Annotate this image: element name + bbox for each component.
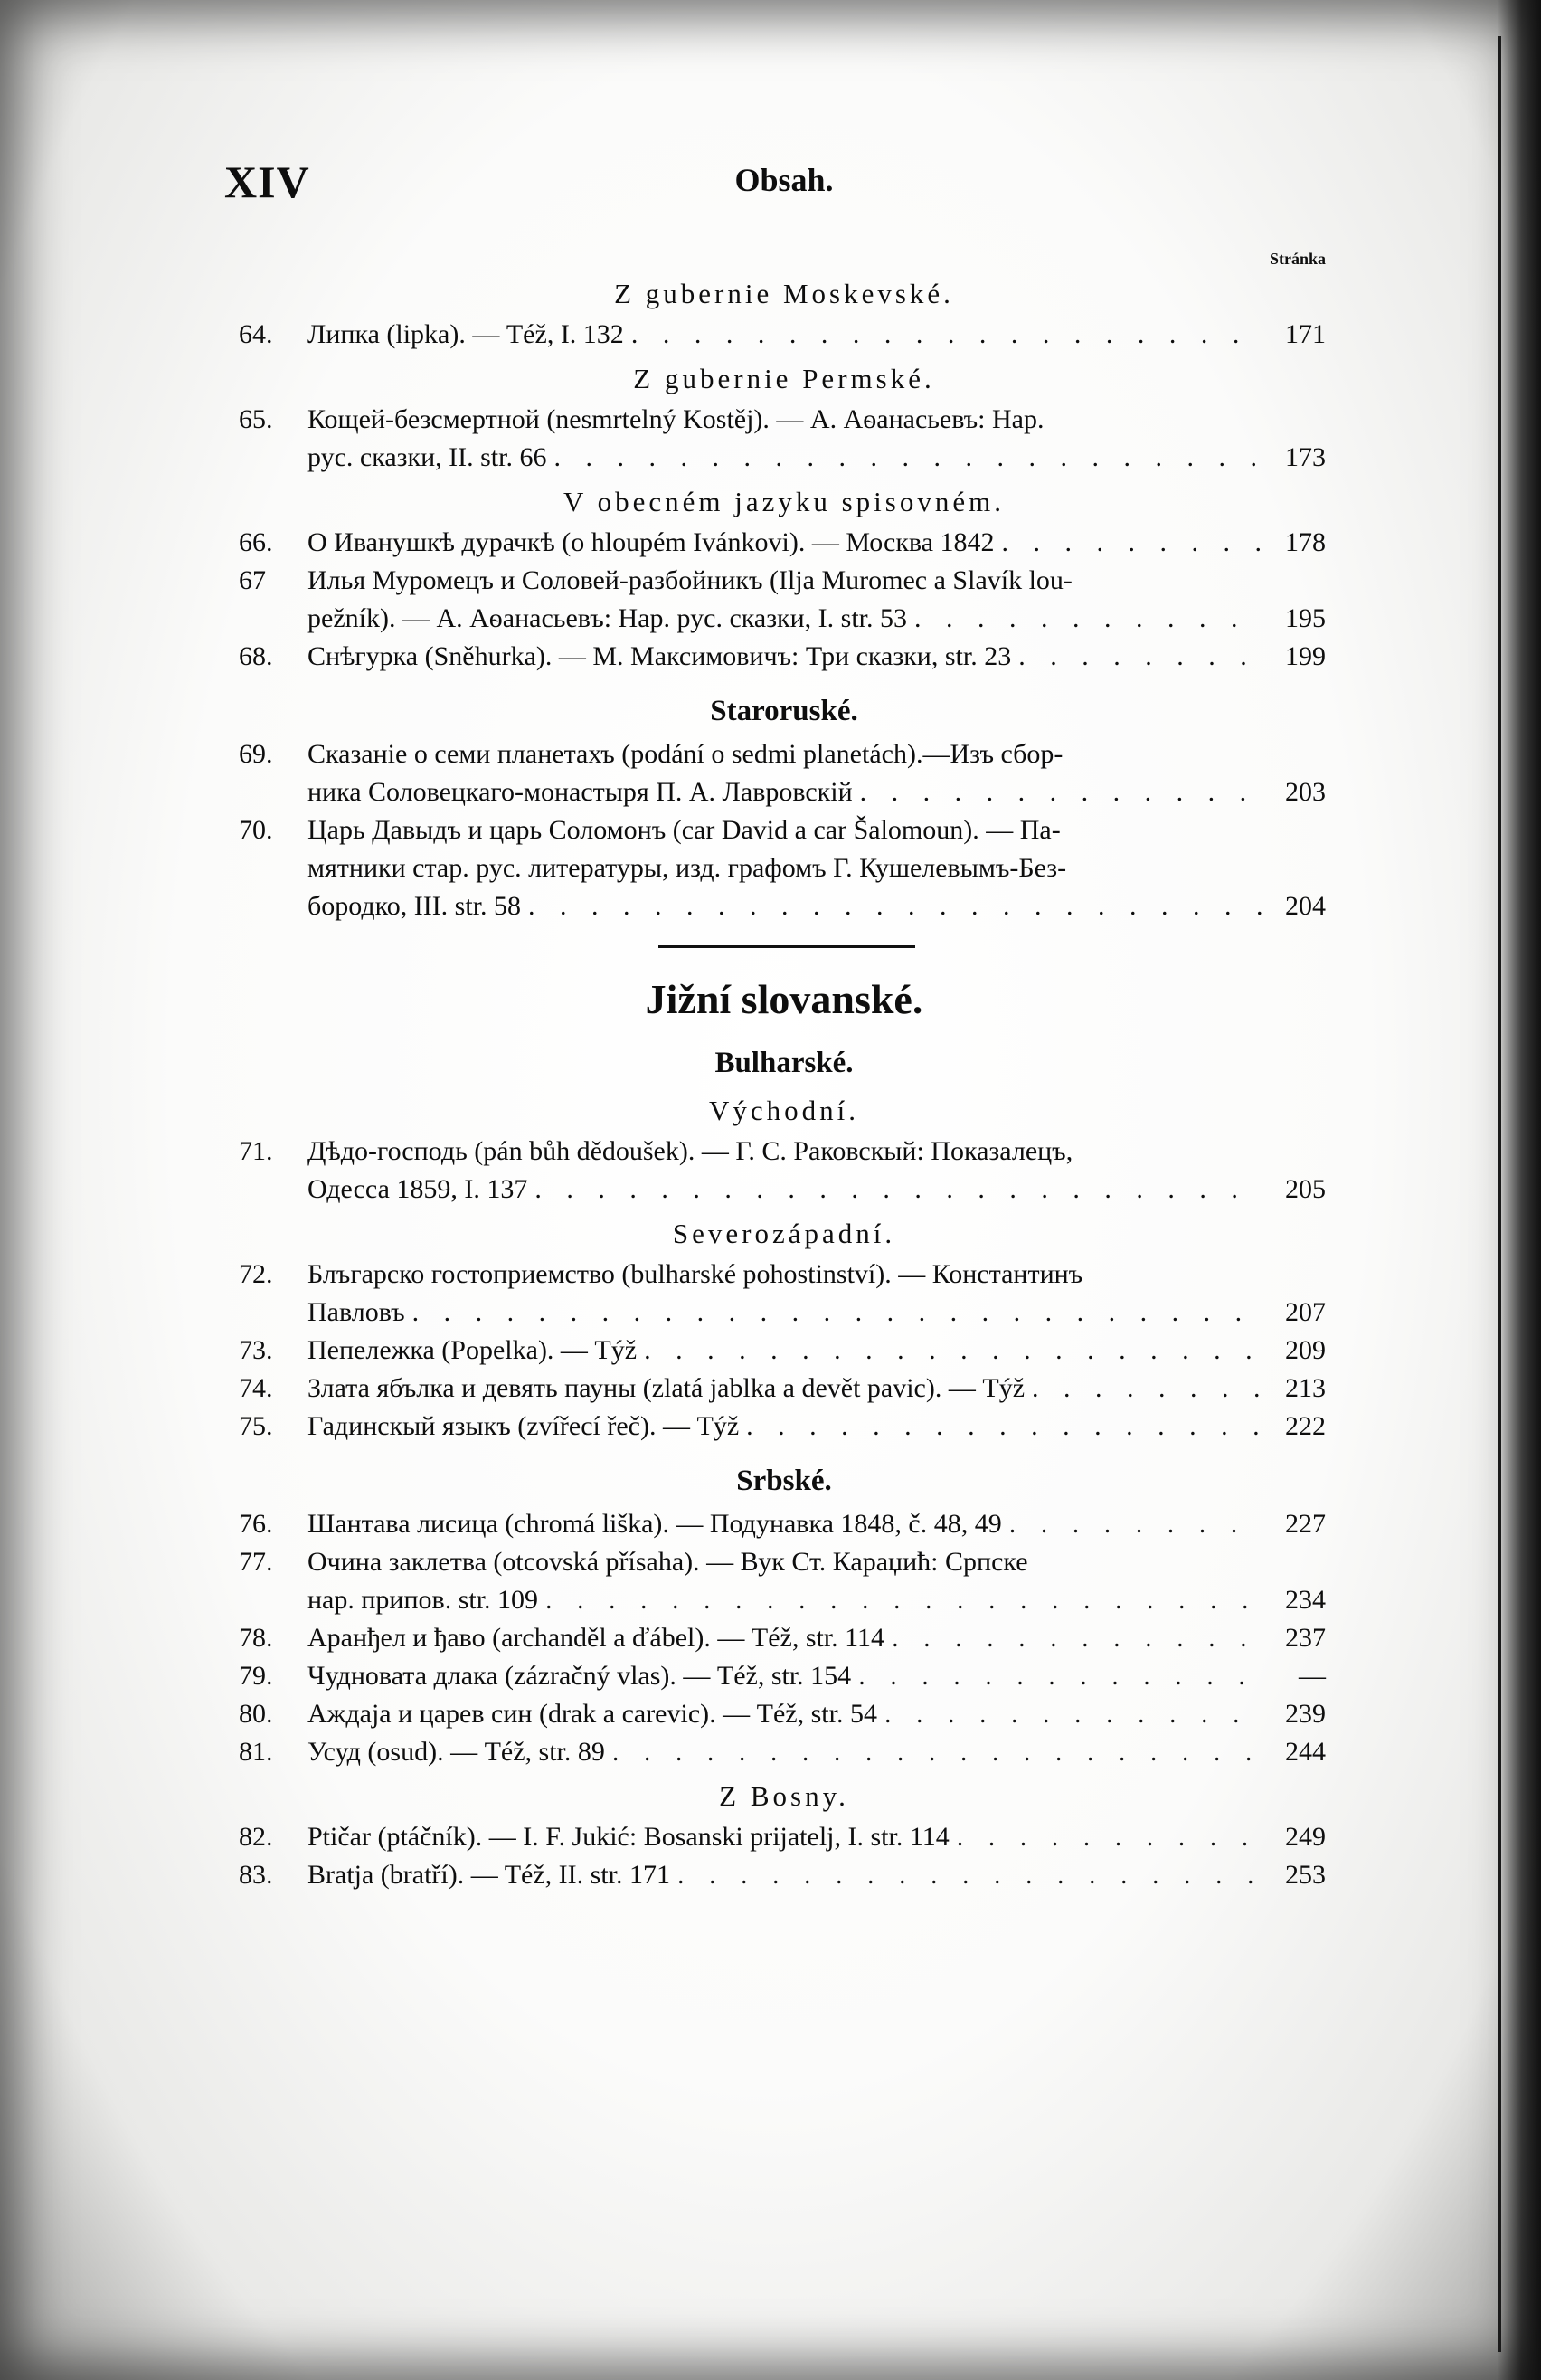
section-heading: Bulharské. [714, 1047, 854, 1079]
section-heading: Východní. [708, 1095, 859, 1126]
toc-entry [239, 1408, 1326, 1446]
dot-leader [538, 1581, 1262, 1619]
entry-text-line: Аждаја и царев син (drak a carevic). — Též, str. 54 [307, 1699, 877, 1729]
toc-entry [239, 524, 1326, 562]
toc-entry [239, 1733, 1326, 1771]
entry-last-line [307, 1657, 1262, 1695]
entry-page-number: 227 [1285, 1509, 1326, 1539]
entry-number: 73. [239, 1335, 273, 1365]
entry-page-number: 237 [1285, 1623, 1326, 1653]
toc-entry [239, 562, 1326, 638]
entry-text-line: Аранђел и ђаво (archanděl a ďábel). — Též, str. 114 [307, 1623, 885, 1653]
entry-last-line [307, 524, 1262, 562]
entry-number: 65. [239, 404, 273, 434]
entry-text-line: Липка (lipka). — Též, I. 132 [307, 319, 624, 349]
entry-last-line [307, 638, 1262, 676]
entry-text-line: Гадинскый языкъ (zvířecí řeč). — Týž [307, 1411, 740, 1441]
dot-leader [853, 773, 1262, 811]
toc-body [239, 274, 1326, 1894]
entry-last-line [307, 1733, 1262, 1771]
entry-last-line [307, 1294, 1262, 1332]
toc-entry [239, 1332, 1326, 1370]
entry-text-line: Одесса 1859, I. 137 [307, 1174, 528, 1204]
entry-last-line [307, 1505, 1262, 1543]
entry-last-line [307, 1619, 1262, 1657]
entry-number: 79. [239, 1661, 273, 1691]
entry-text-line: мятники стар. рус. литературы, изд. графомъ Г. Кушелевымъ-Без- [307, 853, 1067, 883]
page-header [224, 145, 1326, 217]
section-heading: Z Bosny. [719, 1780, 849, 1812]
section-heading: Srbské. [736, 1465, 832, 1497]
entry-number: 72. [239, 1259, 273, 1289]
dot-leader [739, 1408, 1262, 1446]
dot-leader [527, 1171, 1262, 1209]
entry-text-line: Блъгарско гостоприемство (bulharské pohostinství). — Константинъ [307, 1259, 1083, 1289]
dot-leader [546, 439, 1262, 477]
entry-text-line: Чудновата длака (zázračný vlas). — Též, str. 154 [307, 1661, 852, 1691]
toc-entry [239, 1256, 1326, 1332]
toc-entry [239, 1818, 1326, 1856]
dot-leader [851, 1657, 1262, 1695]
entry-page-number: 199 [1285, 641, 1326, 671]
entry-page-number: 213 [1285, 1373, 1326, 1403]
entry-last-line [307, 1332, 1262, 1370]
dot-leader [1002, 1505, 1262, 1543]
entry-number: 68. [239, 641, 273, 671]
entry-last-line [307, 439, 1262, 477]
entry-page-number: 171 [1285, 319, 1326, 349]
entry-text-line: бородко, III. str. 58 [307, 891, 522, 921]
entry-last-line [307, 887, 1262, 925]
page-column-label: Stránka [1269, 250, 1326, 268]
entry-last-line [307, 1408, 1262, 1446]
entry-number: 71. [239, 1136, 273, 1166]
page-number: XIV [224, 156, 310, 207]
toc-entry [239, 1619, 1326, 1657]
entry-text-line: Пепележка (Popelka). — Týž [307, 1335, 638, 1365]
entry-text-line: Снѣгурка (Sněhurka). — М. Максимовичъ: Три сказки, str. 23 [307, 641, 1012, 671]
entry-text-line: Очина заклетва (otcovská přísaha). — Вук Ст. Караџић: Српске [307, 1547, 1028, 1577]
entry-page-number: 253 [1285, 1860, 1326, 1890]
entry-text-line: Шантава лисица (chromá liška). — Подунавка 1848, č. 48, 49 [307, 1509, 1002, 1539]
entry-page-number: 239 [1285, 1699, 1326, 1729]
section-heading: Z gubernie Permské. [633, 363, 935, 394]
toc-entry [239, 316, 1326, 354]
toc-entry [239, 1543, 1326, 1619]
entry-last-line [307, 316, 1262, 354]
dot-leader [1011, 638, 1262, 676]
entry-number: 77. [239, 1547, 273, 1577]
page-edge-line [1498, 36, 1501, 2352]
part-title: Jižní slovanské. [645, 976, 923, 1022]
section-heading: V obecném jazyku spisovném. [563, 486, 1005, 517]
toc-entry [239, 811, 1326, 925]
entry-number: 81. [239, 1737, 273, 1767]
entry-text-line: Сказаніе о семи планетахъ (podání o sedmi planetách).—Изъ сбор- [307, 739, 1064, 769]
entry-text-line: Злата ябълка и девять пауны (zlatá jablka a devět pavic). — Týž [307, 1373, 1026, 1403]
entry-number: 82. [239, 1822, 273, 1852]
dot-leader [1025, 1370, 1262, 1408]
dot-leader [670, 1856, 1262, 1894]
entry-text-line: Усуд (osud). — Též, str. 89 [307, 1737, 605, 1767]
entry-text-line: нар. припов. str. 109 [307, 1585, 539, 1615]
entry-number: 74. [239, 1373, 273, 1403]
page-edge-shadow [1498, 0, 1541, 2380]
entry-page-number: 244 [1285, 1737, 1326, 1767]
entry-number: 64. [239, 319, 273, 349]
entry-text-line: рус. сказки, II. str. 66 [307, 442, 547, 472]
dot-leader [521, 887, 1262, 925]
entry-page-number: 195 [1285, 603, 1326, 633]
dot-leader [995, 524, 1262, 562]
dot-leader [907, 600, 1262, 638]
entry-page-number: 178 [1285, 527, 1326, 557]
entry-number: 75. [239, 1411, 273, 1441]
entry-text-line: О Иванушкѣ дурачкѣ (o hloupém Ivánkovi). — Москва 1842 [307, 527, 995, 557]
toc-entry [239, 401, 1326, 477]
toc-entry [239, 1133, 1326, 1209]
entry-page-number: 203 [1285, 777, 1326, 807]
entry-text-line: pežník). — А. Аѳанасьевъ: Нар. рус. сказки, I. str. 53 [307, 603, 908, 633]
entry-page-number: 205 [1285, 1174, 1326, 1204]
entry-page-number: — [1299, 1661, 1326, 1691]
entry-text-line: Дѣдо-господь (pán bůh dědoušek). — Г. С. Раковскый: Показалецъ, [307, 1136, 1073, 1166]
table-of-contents [224, 145, 1326, 1894]
entry-page-number: 234 [1285, 1585, 1326, 1615]
entry-last-line [307, 1818, 1262, 1856]
entry-last-line [307, 600, 1262, 638]
entry-text-line: Bratja (bratří). — Též, II. str. 171 [307, 1860, 670, 1890]
entry-last-line [307, 773, 1262, 811]
entry-text-line: Царь Давыдъ и царь Соломонъ (car David a car Šalomoun). — Па- [307, 815, 1061, 845]
entry-last-line [307, 1695, 1262, 1733]
toc-entry [239, 1370, 1326, 1408]
entry-page-number: 207 [1285, 1297, 1326, 1327]
toc-entry [239, 735, 1326, 811]
toc-entry [239, 638, 1326, 676]
entry-text-line: Ptičar (ptáčník). — I. F. Jukić: Bosanski prijatelj, I. str. 114 [307, 1822, 950, 1852]
entry-number: 80. [239, 1699, 273, 1729]
dot-leader [405, 1294, 1262, 1332]
section-divider [658, 945, 915, 948]
entry-page-number: 222 [1285, 1411, 1326, 1441]
entry-last-line [307, 1171, 1262, 1209]
dot-leader [877, 1695, 1262, 1733]
section-heading: Severozápadní. [672, 1218, 896, 1249]
entry-page-number: 204 [1285, 891, 1326, 921]
toc-entry [239, 1856, 1326, 1894]
dot-leader [637, 1332, 1262, 1370]
dot-leader [884, 1619, 1262, 1657]
dot-leader [950, 1818, 1262, 1856]
entry-text-line: Илья Муромецъ и Соловей-разбойникъ (Ilja Muromec a Slavík lou- [307, 565, 1073, 595]
entry-number: 76. [239, 1509, 273, 1539]
entry-text-line: Кощей-безсмертной (nesmrtelný Kostěj). — А. Аѳанасьевъ: Нар. [307, 404, 1045, 434]
toc-entry [239, 1695, 1326, 1733]
entry-number: 78. [239, 1623, 273, 1653]
entry-number: 70. [239, 815, 273, 845]
entry-number: 69. [239, 739, 273, 769]
entry-text-line: ника Соловецкаго-монастыря П. А. Лавровскій [307, 777, 853, 807]
dot-leader [605, 1733, 1262, 1771]
entry-page-number: 173 [1285, 442, 1326, 472]
toc-entry [239, 1505, 1326, 1543]
entry-number: 83. [239, 1860, 273, 1890]
running-head: Obsah. [734, 162, 834, 198]
dot-leader [624, 316, 1262, 354]
entry-text-line: Павловъ [307, 1297, 405, 1327]
toc-entry [239, 1657, 1326, 1695]
section-heading: Staroruské. [710, 695, 858, 727]
entry-number: 66. [239, 527, 273, 557]
entry-last-line [307, 1370, 1262, 1408]
entry-page-number: 209 [1285, 1335, 1326, 1365]
entry-last-line [307, 1856, 1262, 1894]
section-heading: Z gubernie Moskevské. [614, 278, 954, 309]
entry-last-line [307, 1581, 1262, 1619]
entry-page-number: 249 [1285, 1822, 1326, 1852]
entry-number: 67 [239, 565, 266, 595]
